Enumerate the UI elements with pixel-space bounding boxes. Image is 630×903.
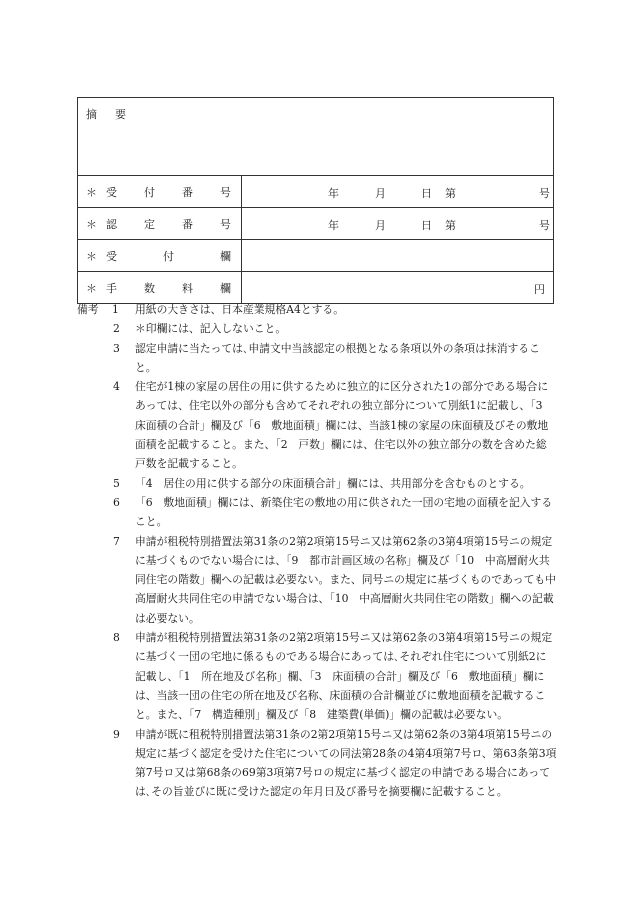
mark-star: ＊: [86, 281, 97, 295]
note-number: 1: [112, 303, 119, 316]
month-label: 月: [375, 187, 386, 200]
note-number: 7: [113, 534, 120, 548]
label-char: 受: [106, 249, 117, 263]
label-char: 号: [220, 217, 231, 231]
note-number: 2: [113, 322, 120, 336]
label-char: 号: [220, 185, 231, 199]
note-text: 「6 敷地面積」欄には、新築住宅の敷地の用に供された一団の宅地の面積を記入すること。: [135, 495, 553, 529]
note-number: 5: [113, 476, 120, 490]
note-item: [77, 339, 557, 378]
fee-field[interactable]: [242, 272, 553, 303]
note-text: 認定申請に当たっては､申請文中当該認定の根拠となる条項以外の条項は抹消すること。: [135, 341, 540, 374]
application-form-table: [77, 97, 554, 304]
note-item: [77, 474, 557, 493]
note-item: [77, 493, 557, 532]
note-item: [77, 300, 557, 319]
receipt-field-row: [78, 239, 553, 271]
label-char: 定: [144, 217, 155, 231]
label-char: 手: [106, 281, 117, 295]
receipt-number-label: [78, 176, 242, 207]
label-char: 料: [182, 281, 193, 295]
fee-field-row: [78, 271, 553, 303]
summary-cell[interactable]: [78, 98, 553, 175]
label-char: 受: [106, 185, 117, 199]
certification-number-label: [78, 208, 242, 239]
year-label: 年: [328, 187, 339, 200]
note-text: 住宅が1棟の家屋の居住の用に供するために独立的に区分された1の部分である場合にあっては、住宅以外の部分も含めてそれぞれの独立部分について別紙1に記載し、「3 床面積の合計」欄及び「6 敷地面積」欄には、当該1棟の家屋の床面積及びその敷地面積を記載すること。また、「2 戸数」欄には、住宅以外の独立部分の数を含めた総戸数を記載すること。: [135, 380, 554, 471]
mark-star: ＊: [86, 185, 97, 199]
note-text: 申請が租税特別措置法第31条の2第2項第15号ニ又は第62条の3第4項第15号ニの規定に基づく一団の宅地に係るものである場合にあっては､それぞれ住宅について別紙2に記載し、「1 所在地及び名称」欄、「3 床面積の合計」欄及び「6 敷地面積」欄には、当該一団の住宅の所在地及び名称、床面積の合計欄並びに敷地面積を記載すること。また、「7 構造種別」欄及び「8 建築費(単価)」欄の記載は必要ない。: [135, 631, 553, 722]
receipt-number-row: [78, 175, 553, 207]
label-char: 付: [144, 185, 155, 199]
label-char: 認: [106, 217, 117, 231]
label-char: 番: [182, 217, 193, 231]
receipt-field[interactable]: [242, 240, 553, 271]
label-char: 欄: [220, 281, 231, 295]
note-text: ＊印欄には、記入しないこと。: [135, 322, 287, 336]
summary-row: [78, 98, 553, 175]
note-text: 申請が既に租税特別措置法第31条の2第2項第15号ニ又は第62条の3第4項第15号ニの規定に基づく認定を受けた住宅についての同法第28条の4第4項第7号ロ、第63条第3項第7号ロ又は第68条の69第3項第7号ロの規定に基づく認定の申請である場合にあっては､その旨並びに既に受けた認定の年月日及び番号を摘要欄に記載すること。: [135, 727, 557, 799]
summary-label: 摘要: [86, 108, 144, 121]
dai-label: 第: [445, 187, 456, 200]
note-text: 用紙の大きさは、日本産業規格A4とする。: [135, 303, 345, 316]
label-char: 数: [144, 281, 155, 295]
note-item: [77, 532, 557, 628]
receipt-field-label: [78, 240, 242, 271]
note-item: [77, 628, 557, 724]
certification-number-row: [78, 207, 553, 239]
note-number: 4: [113, 380, 120, 394]
year-label: 年: [328, 219, 339, 232]
notes-section: [77, 300, 557, 802]
day-label: 日: [421, 219, 432, 232]
note-number: 3: [113, 341, 120, 355]
note-item: [77, 725, 557, 802]
day-label: 日: [421, 187, 432, 200]
mark-star: ＊: [86, 217, 97, 231]
note-number: 8: [113, 631, 120, 645]
receipt-number-field[interactable]: [242, 176, 553, 207]
note-number: 9: [113, 727, 120, 741]
mark-star: ＊: [86, 249, 97, 263]
go-label: 号: [539, 187, 550, 200]
certification-number-field[interactable]: [242, 208, 553, 239]
go-label: 号: [539, 219, 550, 232]
note-text: 「4 居住の用に供する部分の床面積合計」欄には、共用部分を含むものとする。: [135, 476, 531, 490]
label-char: 欄: [220, 249, 231, 263]
note-number: 6: [113, 495, 120, 509]
fee-field-label: [78, 272, 242, 303]
dai-label: 第: [445, 219, 456, 232]
note-item: [77, 319, 557, 338]
notes-heading: 備考: [77, 303, 99, 316]
label-char: 付: [163, 249, 174, 263]
month-label: 月: [375, 219, 386, 232]
label-char: 番: [182, 185, 193, 199]
note-item: [77, 377, 557, 473]
note-text: 申請が租税特別措置法第31条の2第2項第15号ニ又は第62条の3第4項第15号ニの規定に基づくものでない場合には、「9 都市計画区域の名称」欄及び「10 中高層耐火共同住宅の階数」欄への記載は必要ない。また、同号ニの規定に基づくものであっても中高層耐火共同住宅の申請でない場合は、「10 中高層耐火共同住宅の階数」欄への記載は必要ない。: [135, 534, 556, 625]
yen-unit: 円: [534, 283, 545, 296]
